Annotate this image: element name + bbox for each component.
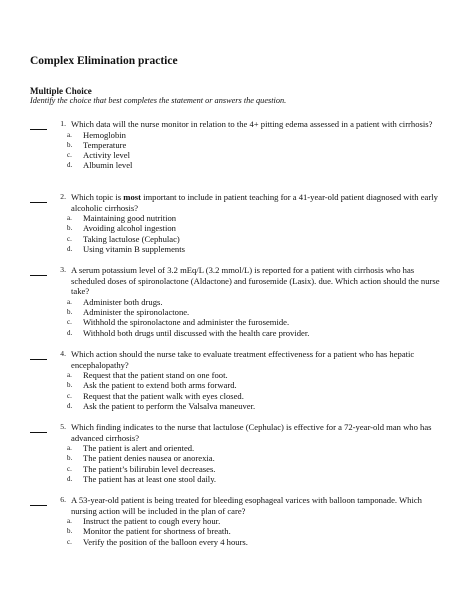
option-text: Activity level xyxy=(83,150,131,161)
answer-blank xyxy=(30,267,47,276)
option-list xyxy=(0,130,474,171)
option-letter: b. xyxy=(67,454,73,463)
option-text: Request that the patient walk with eyes closed. xyxy=(83,390,244,401)
option-letter: a. xyxy=(67,214,72,223)
option-a xyxy=(67,129,474,140)
option-text: Hemoglobin xyxy=(83,129,126,140)
option-text: Administer the spironolactone. xyxy=(83,307,190,318)
option-a xyxy=(67,370,474,381)
option-c xyxy=(67,390,474,401)
option-text: The patient denies nausea or anorexia. xyxy=(83,453,215,464)
option-c xyxy=(67,463,474,474)
option-list xyxy=(0,516,474,547)
question-3 xyxy=(0,265,474,338)
option-c xyxy=(67,150,474,161)
option-a xyxy=(67,516,474,527)
option-text: Verify the position of the balloon every 4 hours. xyxy=(83,536,248,547)
option-letter: d. xyxy=(67,328,73,337)
option-list xyxy=(0,213,474,254)
option-letter: c. xyxy=(67,464,72,473)
option-list xyxy=(0,370,474,411)
option-text: The patient has at least one stool daily. xyxy=(83,474,217,485)
question-stem xyxy=(71,192,449,213)
question-stem: Which data will the nurse monitor in relation to the 4+ pitting edema assessed in a patient with cirrhosis? xyxy=(71,119,433,129)
question-number: 6. xyxy=(60,495,66,504)
option-letter: c. xyxy=(67,151,72,160)
option-d xyxy=(67,474,474,485)
option-letter: b. xyxy=(67,140,73,149)
option-text: Instruct the patient to cough every hour. xyxy=(83,516,221,527)
answer-blank xyxy=(30,194,47,203)
question-number: 4. xyxy=(60,349,66,358)
question-number: 2. xyxy=(60,192,66,201)
option-text: Maintaining good nutrition xyxy=(83,213,177,224)
stem-text: important to include in patient teaching for a 41-year-old patient diagnosed with early alcoholic cirrhosis? xyxy=(71,192,438,213)
question-stem: Which finding indicates to the nurse that lactulose (Cephulac) is effective for a 72-year-old man who has advanced cirrhosis? xyxy=(71,422,432,443)
answer-blank xyxy=(30,121,47,130)
question-number: 1. xyxy=(60,119,66,128)
emphasis-text: most xyxy=(123,192,141,202)
option-c xyxy=(67,317,474,328)
option-d xyxy=(67,401,474,412)
question-stem: Which action should the nurse take to evaluate treatment effectiveness for a patient who has hepatic encephalopathy? xyxy=(71,349,415,370)
option-letter: b. xyxy=(67,224,73,233)
option-letter: c. xyxy=(67,391,72,400)
question-stem: A serum potassium level of 3.2 mEq/L (3.2 mmol/L) is reported for a patient with cirrhosis who has scheduled doses of spironolactone (Aldactone) and furosemide (Lasix). due. Which action should the nurse take? xyxy=(71,265,440,297)
option-a xyxy=(67,443,474,454)
instructions: Identify the choice that best completes the statement or answers the question. xyxy=(30,96,287,105)
option-d xyxy=(67,327,474,338)
question-5 xyxy=(0,422,474,484)
option-text: Ask the patient to perform the Valsalva maneuver. xyxy=(83,401,256,412)
option-d xyxy=(67,160,474,171)
option-letter: c. xyxy=(67,537,72,546)
stem-text: Which topic is xyxy=(71,192,124,202)
question-number: 5. xyxy=(60,422,66,431)
question-6 xyxy=(0,495,474,547)
option-b xyxy=(67,307,474,318)
option-list xyxy=(0,297,474,338)
option-letter: b. xyxy=(67,308,73,317)
option-letter: d. xyxy=(67,245,73,254)
option-a xyxy=(67,296,474,307)
option-d xyxy=(67,244,474,255)
question-stem: A 53-year-old patient is being treated for bleeding esophageal varices with balloon tamponade. Which nursing action will be included in the plan of care? xyxy=(71,495,422,516)
option-text: Ask the patient to extend both arms forward. xyxy=(83,380,237,391)
document-title: Complex Elimination practice xyxy=(30,55,178,67)
option-text: Administer both drugs. xyxy=(83,296,163,307)
option-letter: d. xyxy=(67,161,73,170)
option-a xyxy=(67,213,474,224)
option-text: Monitor the patient for shortness of breath. xyxy=(83,526,231,537)
option-text: Taking lactulose (Cephulac) xyxy=(83,233,180,244)
question-2 xyxy=(0,192,474,254)
option-b xyxy=(67,223,474,234)
answer-blank xyxy=(30,497,47,506)
option-c xyxy=(67,536,474,547)
option-b xyxy=(67,453,474,464)
option-list xyxy=(0,443,474,484)
option-letter: a. xyxy=(67,371,72,380)
option-text: Using vitamin B supplements xyxy=(83,244,185,255)
option-text: The patient’s bilirubin level decreases. xyxy=(83,463,216,474)
option-text: The patient is alert and oriented. xyxy=(83,443,195,454)
answer-blank xyxy=(30,351,47,360)
option-text: Avoiding alcohol ingestion xyxy=(83,223,176,234)
option-b xyxy=(67,526,474,537)
option-letter: a. xyxy=(67,297,72,306)
option-letter: d. xyxy=(67,475,73,484)
question-4 xyxy=(0,349,474,411)
option-text: Request that the patient stand on one foot. xyxy=(83,370,228,381)
option-letter: c. xyxy=(67,234,72,243)
option-letter: a. xyxy=(67,130,72,139)
option-letter: a. xyxy=(67,517,72,526)
question-number: 3. xyxy=(60,265,66,274)
option-letter: d. xyxy=(67,402,73,411)
option-text: Withhold both drugs until discussed with the health care provider. xyxy=(83,327,310,338)
option-b xyxy=(67,139,474,150)
option-letter: c. xyxy=(67,318,72,327)
question-1 xyxy=(0,119,474,171)
option-letter: b. xyxy=(67,527,73,536)
option-letter: a. xyxy=(67,444,72,453)
option-text: Temperature xyxy=(83,139,127,150)
option-b xyxy=(67,380,474,391)
option-c xyxy=(67,233,474,244)
answer-blank xyxy=(30,424,47,433)
section-title: Multiple Choice xyxy=(30,86,92,96)
option-text: Albumin level xyxy=(83,160,133,171)
option-letter: b. xyxy=(67,381,73,390)
option-text: Withhold the spironolactone and administer the furosemide. xyxy=(83,317,290,328)
